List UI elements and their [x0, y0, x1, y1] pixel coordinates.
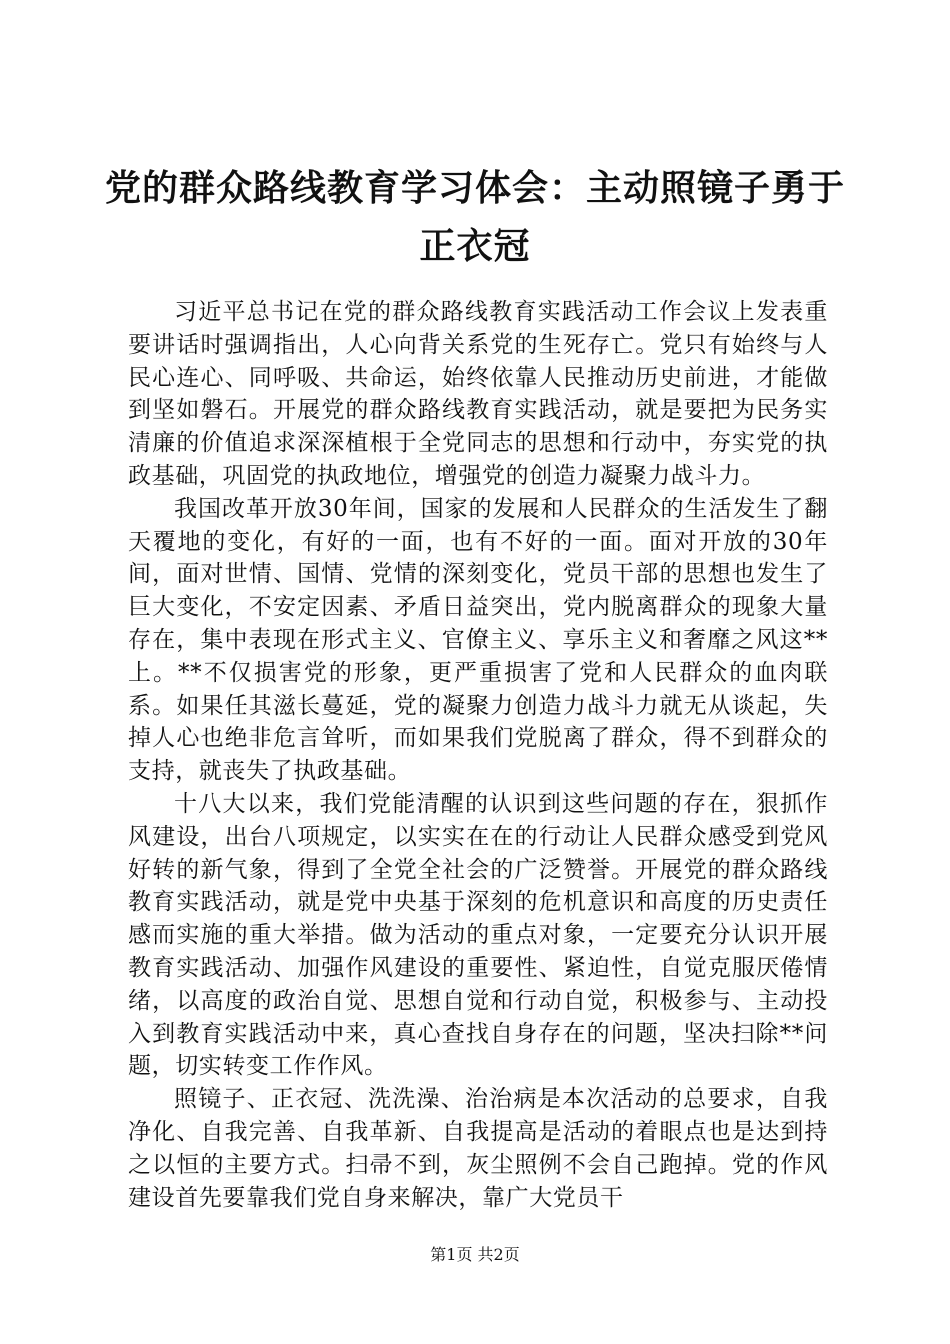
- title-line-2: 正衣冠: [419, 226, 531, 267]
- paragraph-3: 十八大以来，我们党能清醒的认识到这些问题的存在，狠抓作风建设，出台八项规定，以实实在在的行动让人民群众感受到党风好转的新气象，得到了全党全社会的广泛赞誉。开展党的群众路线教育实践活动，就是党中央基于深刻的危机意识和高度的历史责任感而实施的重大举措。做为活动的重点对象，一定要充分认识开展教育实践活动、加强作风建设的重要性、紧迫性，自觉克服厌倦情绪，以高度的政治自觉、思想自觉和行动自觉，积极参与、主动投入到教育实践活动中来，真心查找自身存在的问题，坚决扫除**问题，切实转变工作作风。: [128, 790, 828, 1080]
- page-number: 第1页 共2页: [430, 1245, 520, 1264]
- paragraph-4: 照镜子、正衣冠、洗洗澡、治治病是本次活动的总要求，自我净化、自我完善、自我革新、自我提高是活动的着眼点也是达到持之以恒的主要方式。扫帚不到，灰尘照例不会自己跑掉。党的作风建设首先要靠我们党自身来解决，靠广大党员干: [128, 1086, 828, 1211]
- document-title: [100, 160, 850, 276]
- page-footer: [0, 1244, 950, 1266]
- document-body: [128, 296, 828, 1214]
- title-line-1: 党的群众路线教育学习体会：主动照镜子勇于: [104, 168, 845, 209]
- paragraph-1: 习近平总书记在党的群众路线教育实践活动工作会议上发表重要讲话时强调指出，人心向背关系党的生死存亡。党只有始终与人民心连心、同呼吸、共命运，始终依靠人民推动历史前进，才能做到坚如磐石。开展党的群众路线教育实践活动，就是要把为民务实清廉的价值追求深深植根于全党同志的思想和行动中，夯实党的执政基础，巩固党的执政地位，增强党的创造力凝聚力战斗力。: [128, 299, 828, 489]
- paragraph-2: 我国改革开放30年间，国家的发展和人民群众的生活发生了翻天覆地的变化，有好的一面，也有不好的一面。面对开放的30年间，面对世情、国情、党情的深刻变化，党员干部的思想也发生了巨大变化，不安定因素、矛盾日益突出，党内脱离群众的现象大量存在，集中表现在形式主义、官僚主义、享乐主义和奢靡之风这**上。**不仅损害党的形象，更严重损害了党和人民群众的血肉联系。如果任其滋长蔓延，党的凝聚力创造力战斗力就无从谈起，失掉人心也绝非危言耸听，而如果我们党脱离了群众，得不到群众的支持，就丧失了执政基础。: [128, 495, 828, 785]
